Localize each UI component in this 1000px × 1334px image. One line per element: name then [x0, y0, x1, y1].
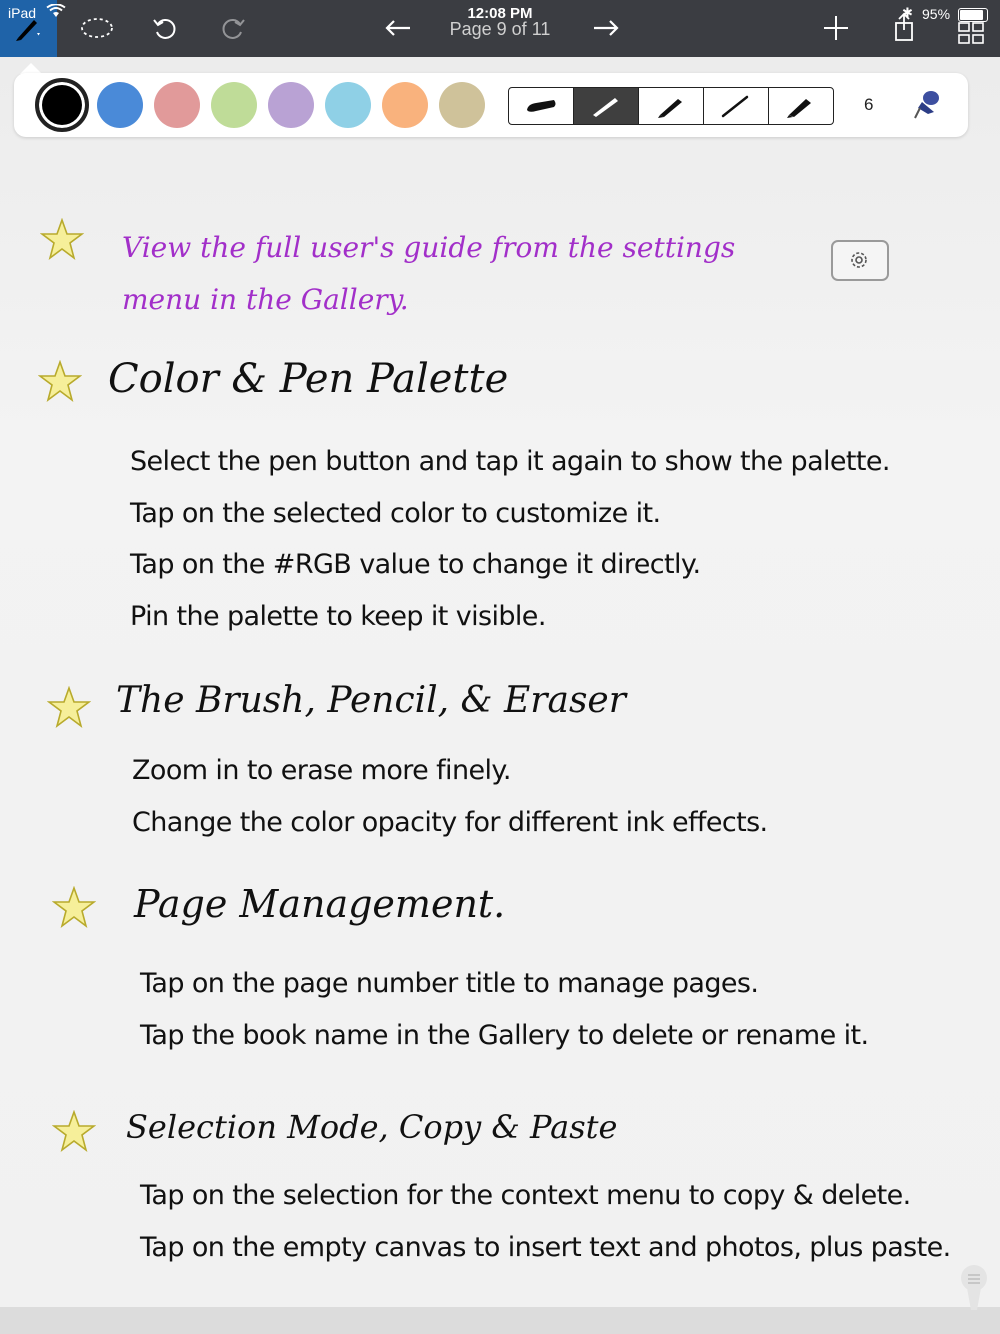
color-swatch[interactable] [439, 82, 485, 128]
plus-icon[interactable] [822, 14, 850, 42]
bluetooth-icon: ✱ [902, 6, 913, 21]
bottom-edge [0, 1307, 1000, 1334]
pencil-icon [654, 94, 688, 118]
section-body [140, 1170, 951, 1273]
section-body [132, 745, 768, 848]
toolbar [0, 0, 1000, 57]
ink-pen-icon [719, 94, 753, 118]
note-guide-text: View the full user's guide from the settings menu in the Gallery. [122, 231, 736, 316]
gear-icon [848, 249, 870, 271]
color-swatch[interactable] [35, 78, 89, 132]
text-line: Tap on the selection for the context menu to copy & delete. [140, 1180, 911, 1211]
pen-size-value[interactable]: 6 [864, 95, 874, 114]
color-pen-palette [14, 73, 968, 137]
color-swatch[interactable] [325, 82, 371, 128]
marker-button[interactable] [769, 88, 833, 124]
pen-selector [508, 87, 834, 125]
star-icon [47, 686, 91, 730]
scroll-handle[interactable] [959, 1264, 989, 1310]
color-swatch[interactable] [211, 82, 257, 128]
text-line: Tap on the page number title to manage pages. [140, 968, 759, 999]
color-swatch[interactable] [97, 82, 143, 128]
section-body [140, 958, 868, 1061]
marker-icon [784, 94, 818, 118]
pushpin-icon[interactable] [914, 88, 942, 122]
section-heading: Page Management. [134, 882, 506, 926]
ink-pen-button[interactable] [704, 88, 769, 124]
section-heading: The Brush, Pencil, & Eraser [116, 680, 626, 721]
text-line: Tap on the #RGB value to change it directly. [130, 549, 701, 580]
text-line: Zoom in to erase more finely. [132, 755, 511, 786]
text-line: Tap on the empty canvas to insert text and photos, plus paste. [140, 1231, 951, 1263]
text-line: Pin the palette to keep it visible. [130, 600, 546, 632]
pencil-button[interactable] [639, 88, 704, 124]
battery-icon [958, 8, 988, 22]
brush-icon [524, 96, 558, 116]
device-label: iPad [8, 5, 37, 21]
text-line: Select the pen button and tap it again to show the palette. [130, 446, 890, 477]
star-icon [38, 360, 82, 404]
clock: 12:08 PM [467, 5, 533, 22]
pen-brush-button[interactable] [509, 88, 574, 124]
fine-pen-icon [589, 94, 623, 118]
text-line: Change the color opacity for different ink effects. [132, 806, 768, 838]
settings-button[interactable] [831, 240, 889, 281]
color-swatch[interactable] [154, 82, 200, 128]
pen-fine-button[interactable] [574, 88, 639, 124]
section-heading: Selection Mode, Copy & Paste [126, 1108, 618, 1146]
star-icon [40, 218, 84, 262]
text-line: Tap on the selected color to customize it. [130, 497, 661, 529]
section-heading: Color & Pen Palette [108, 356, 509, 402]
text-line: Tap the book name in the Gallery to delete or rename it. [140, 1019, 869, 1051]
page-title[interactable]: Page 9 of 11 [449, 19, 551, 39]
star-icon [52, 1110, 96, 1154]
arrow-right-icon[interactable] [592, 17, 620, 39]
star-icon [52, 886, 96, 930]
color-swatch[interactable] [382, 82, 428, 128]
page-grid-icon[interactable] [958, 22, 984, 44]
section-body [130, 436, 890, 642]
battery-percent: 95% [922, 6, 951, 22]
color-swatch[interactable] [268, 82, 314, 128]
